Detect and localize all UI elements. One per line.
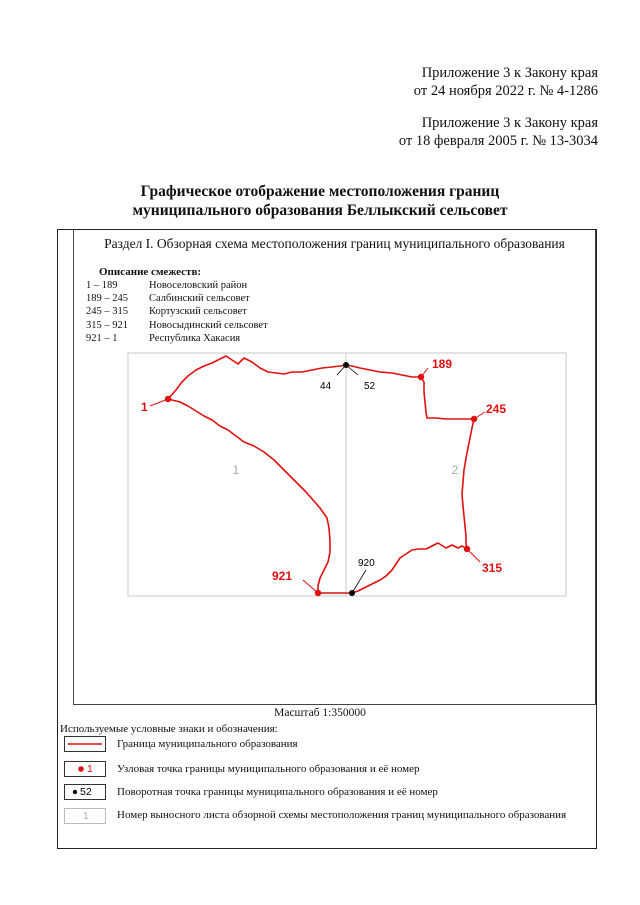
adjacency-title: Описание смежеств: <box>99 266 202 278</box>
adjacency-name: Новосыдинский сельсовет <box>149 319 268 331</box>
node-point-189 <box>418 357 453 380</box>
legend-node-label: Узловая точка границы муниципального образования и её номер <box>117 763 420 775</box>
legend-title: Используемые условные знаки и обозначения: <box>60 723 278 735</box>
page-title-line2: муниципального образования Беллыкский сельсовет <box>132 202 508 219</box>
legend-node-number: 1 <box>87 763 93 775</box>
node-point-315 <box>464 546 503 575</box>
page-title-line1: Графическое отображение местоположения границ <box>140 183 500 200</box>
adjacency-range: 189 – 245 <box>86 293 128 305</box>
adjacency-range: 315 – 921 <box>86 319 128 331</box>
turn-label-44: 44 <box>320 381 332 392</box>
legend-turn-symbol <box>64 784 106 800</box>
adjacency-name: Салбинский сельсовет <box>149 293 250 305</box>
legend-node-symbol <box>64 761 106 777</box>
header-line: Приложение 3 к Закону края <box>421 115 598 131</box>
header-line: Приложение 3 к Закону края <box>421 65 598 81</box>
turn-point-44-52 <box>320 362 376 392</box>
sheet-number-1: 1 <box>232 463 240 477</box>
adjacency-name: Новоселовский район <box>149 280 248 291</box>
node-label-245: 245 <box>486 402 507 416</box>
adjacency-range: 1 – 189 <box>86 280 118 291</box>
node-label-921: 921 <box>272 569 293 583</box>
header-line: от 24 ноября 2022 г. № 4-1286 <box>413 83 598 99</box>
turn-point-920 <box>349 558 375 596</box>
node-point-1 <box>141 396 171 414</box>
node-label-189: 189 <box>432 357 453 371</box>
legend-turn-number: 52 <box>80 786 92 798</box>
turn-label-52: 52 <box>364 381 376 392</box>
node-point-921 <box>272 569 321 596</box>
section-title: Раздел I. Обзорная схема местоположения границ муниципального образования <box>104 236 565 251</box>
header-line: от 18 февраля 2005 г. № 13-3034 <box>398 133 598 149</box>
node-label-315: 315 <box>482 561 503 575</box>
legend-boundary-symbol <box>64 736 106 752</box>
sheet-number-2: 2 <box>451 463 459 477</box>
legend-sheet-number: 1 <box>83 810 89 822</box>
adjacency-name: Кортузский сельсовет <box>149 306 247 318</box>
adjacency-range: 921 – 1 <box>86 332 118 344</box>
adjacency-name: Республика Хакасия <box>149 332 241 344</box>
legend-boundary-label: Граница муниципального образования <box>117 738 298 750</box>
node-label-1: 1 <box>141 400 148 414</box>
turn-label-920: 920 <box>358 558 375 569</box>
legend-sheet-label: Номер выносного листа обзорной схемы местоположения границ муниципального образования <box>117 809 567 821</box>
node-point-245 <box>471 402 507 422</box>
legend-sheet-symbol <box>64 808 106 824</box>
map-scale: Масштаб 1:350000 <box>274 707 366 719</box>
legend-turn-label: Поворотная точка границы муниципального образования и её номер <box>117 786 438 798</box>
adjacency-range: 245 – 315 <box>86 306 128 318</box>
